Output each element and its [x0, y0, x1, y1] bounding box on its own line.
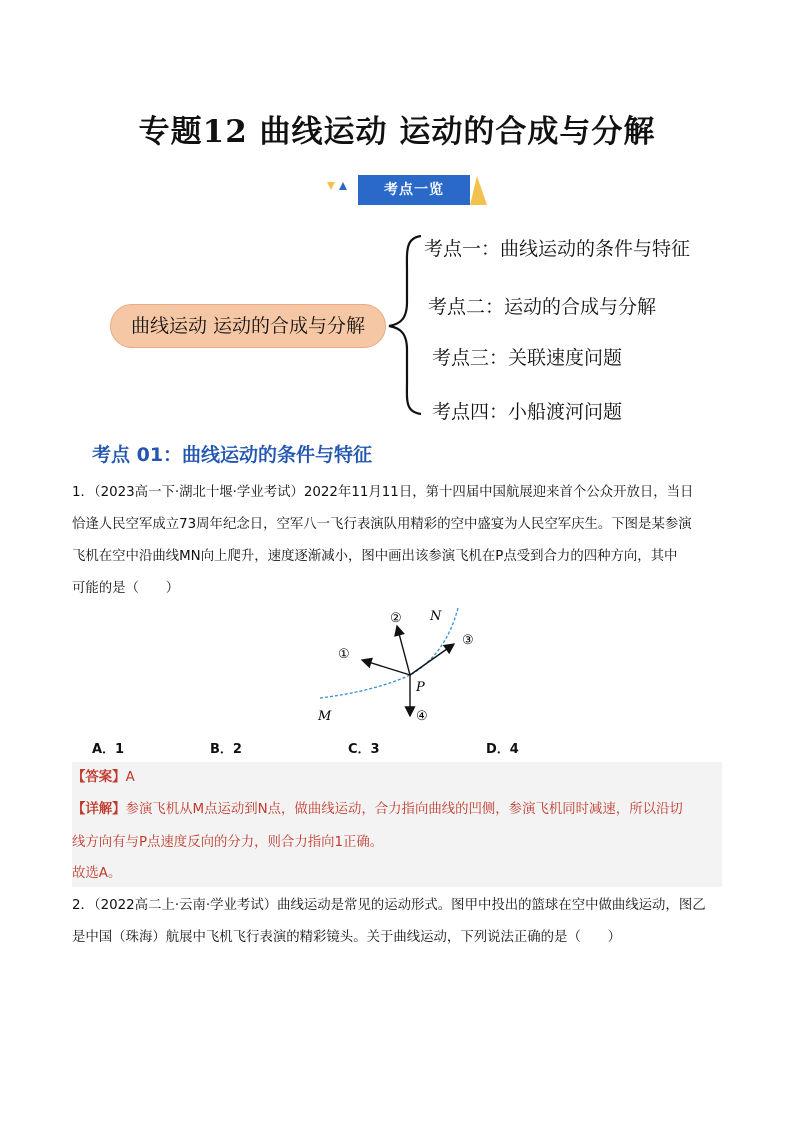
q2-line-1: 2．（2022高二上·云南·学业考试）曲线运动是常见的运动形式。图甲中投出的篮球在空中做曲线运动，图乙	[72, 898, 706, 913]
mindmap-brace	[385, 232, 425, 418]
label-direction-3: ③	[462, 633, 474, 648]
mindmap-branch-4: 考点四：小船渡河问题	[432, 401, 623, 423]
q2-line-2: 是中国（珠海）航展中飞机飞行表演的精彩镜头。关于曲线运动，下列说法正确的是（ ）	[72, 930, 622, 945]
answer-label: 【答案】	[72, 770, 126, 785]
q1-figure	[300, 600, 500, 730]
option-d: D．4	[486, 742, 519, 757]
force-arrow-3	[410, 644, 454, 675]
q1-line-2: 恰逢人民空军成立73周年纪念日，空军八一飞行表演队用精彩的空中盛宴为人民空军庆生。下图是某参演	[72, 517, 692, 532]
detail-label: 【详解】	[72, 802, 126, 817]
mindmap-branch-1: 考点一：曲线运动的条件与特征	[424, 238, 691, 260]
label-m: M	[318, 709, 332, 724]
q1-line-4: 可能的是（ ）	[72, 581, 180, 596]
option-c: C．3	[348, 742, 380, 757]
mindmap-branch-3: 考点三：关联速度问题	[432, 347, 623, 369]
label-direction-4: ④	[416, 709, 428, 724]
section-heading: 考点 01：曲线运动的条件与特征	[92, 444, 373, 466]
label-direction-1: ①	[338, 647, 350, 662]
section-banner	[325, 174, 495, 206]
option-a: A．1	[92, 742, 125, 757]
answer-box	[72, 762, 722, 887]
q1-line-3: 飞机在空中沿曲线MN向上爬升，速度逐渐减小，图中画出该参演飞机在P点受到合力的四种方向，其中	[72, 549, 678, 564]
force-arrow-1	[362, 660, 410, 675]
detail-text-1: 参演飞机从M点运动到N点，做曲线运动，合力指向曲线的凹侧，参演飞机同时减速，所以沿切	[125, 802, 683, 817]
label-direction-2: ②	[390, 611, 402, 626]
force-arrow-2	[397, 626, 410, 675]
mindmap-branch-2: 考点二：运动的合成与分解	[428, 296, 657, 318]
detail-line-2: 线方向有与P点速度反向的分力，则合力指向1正确。	[72, 835, 384, 850]
q1-line-1: 1．（2023高一下·湖北十堰·学业考试）2022年11月11日，第十四届中国航展迎来首个公众开放日，当日	[72, 485, 694, 500]
answer-value: A	[125, 770, 135, 785]
label-n: N	[430, 609, 442, 624]
answer-line	[72, 768, 135, 788]
conclusion-line: 故选A。	[72, 866, 122, 881]
label-p: P	[416, 680, 425, 695]
detail-line-1	[72, 800, 683, 820]
page-title: 专题12 曲线运动 运动的合成与分解	[138, 114, 656, 150]
mindmap-root: 曲线运动 运动的合成与分解	[110, 304, 386, 348]
banner-label: 考点一览	[384, 182, 444, 198]
option-b: B．2	[210, 742, 242, 757]
